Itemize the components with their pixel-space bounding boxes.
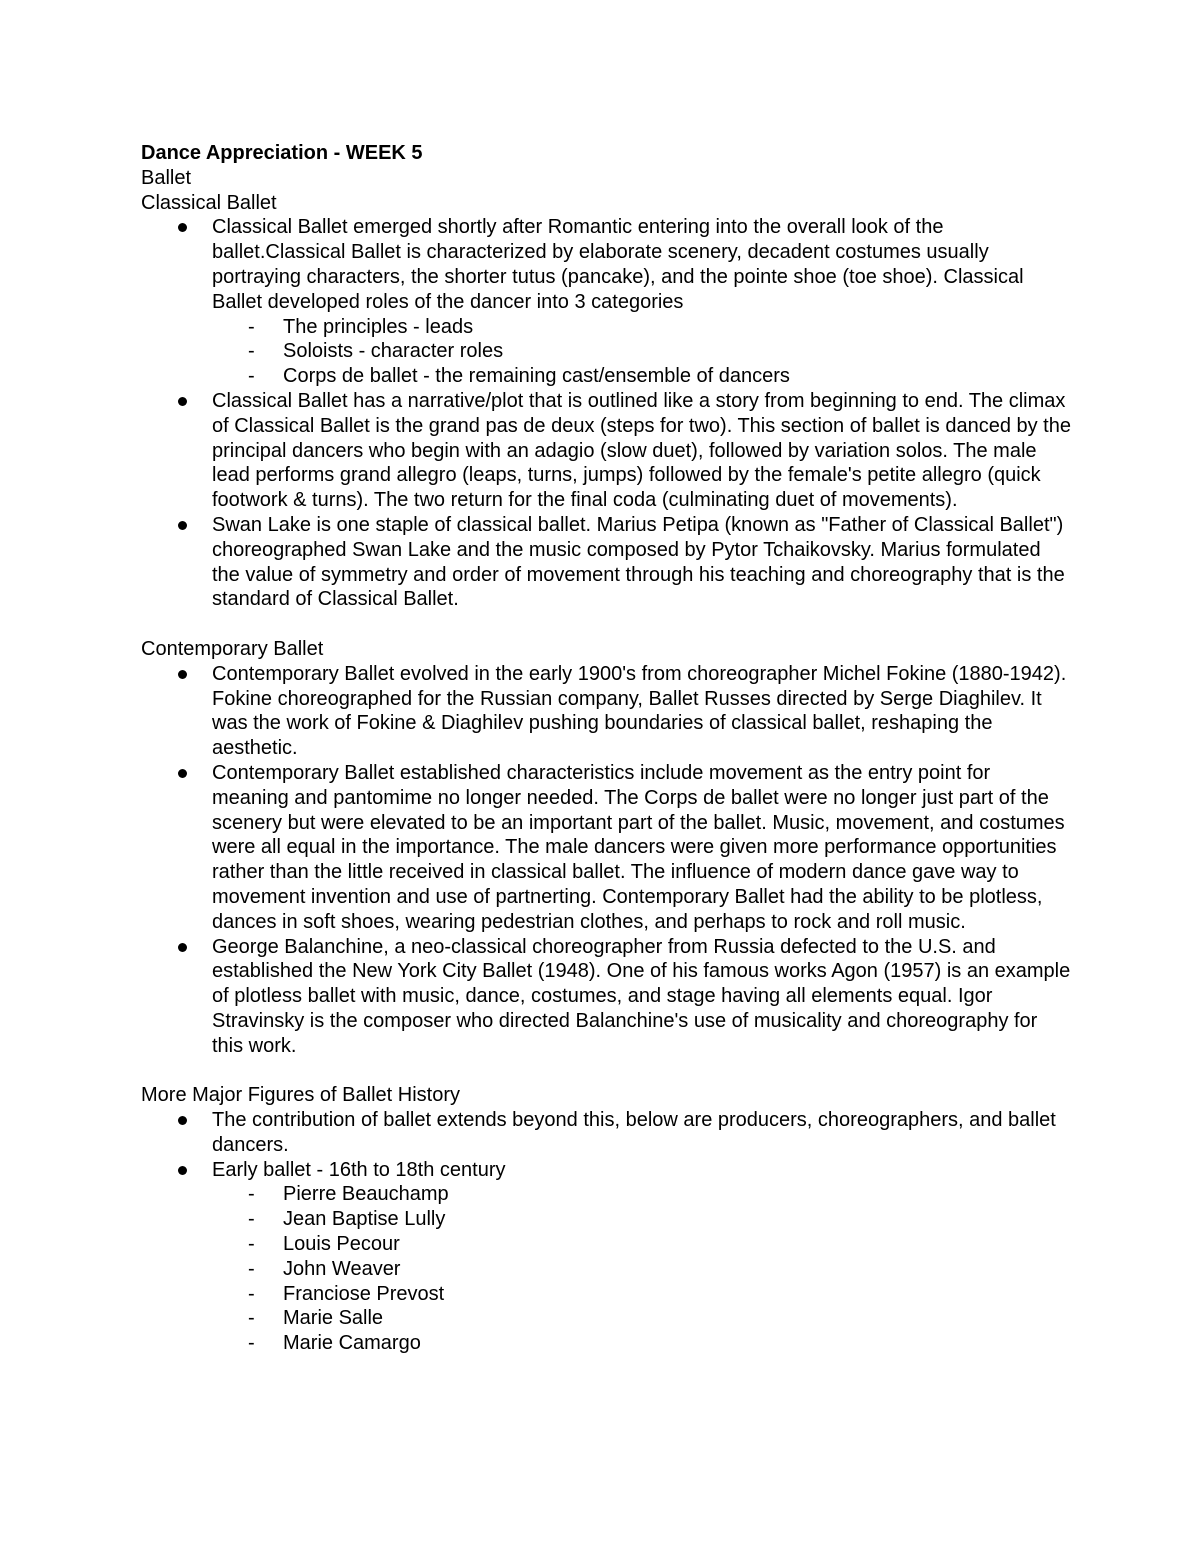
dash-text: Corps de ballet - the remaining cast/ensemble of dancers [283,365,790,388]
bullet-icon [178,1166,187,1175]
bullet-item [141,215,1071,389]
section-heading: Contemporary Ballet [141,637,324,660]
bullet-icon [178,1116,187,1125]
bullet-list [141,1108,1071,1356]
document-title: Dance Appreciation - WEEK 5 [141,142,423,164]
dash-text: Pierre Beauchamp [283,1183,449,1206]
bullet-text: Contemporary Ballet evolved in the early 1900's from choreographer Michel Fokine (1880-1942). Fokine choreographed for the Russian company, Ballet Russes directed by Serge Diaghilev. It was the work of Fokine & Diaghilev pushing boundaries of classical ballet, reshaping the aesthetic. [212,662,1067,760]
bullet-icon [178,223,187,232]
dash-icon: - [248,1183,255,1206]
bullet-icon [178,943,187,952]
bullet-text: The contribution of ballet extends beyond this, below are producers, choreographers, and ballet dancers. [212,1109,1056,1156]
bullet-item [141,1158,1071,1356]
dash-item [212,1207,1071,1232]
dash-item [212,315,1071,340]
dash-list [212,315,1071,389]
bullet-item [141,662,1071,761]
dash-item [212,339,1071,364]
dash-text: Marie Camargo [283,1332,421,1355]
dash-text: Franciose Prevost [283,1282,445,1305]
bullet-icon [178,521,187,530]
bullet-icon [178,397,187,406]
dash-item [212,364,1071,389]
dash-text: Jean Baptise Lully [283,1208,446,1231]
bullet-item [141,761,1071,935]
dash-item [212,1306,1071,1331]
bullet-text: Early ballet - 16th to 18th century [212,1158,506,1181]
dash-item [212,1182,1071,1207]
dash-text: Soloists - character roles [283,340,504,363]
dash-icon: - [248,340,255,363]
dash-text: Marie Salle [283,1307,384,1330]
dash-icon: - [248,1233,255,1256]
section-heading: Classical Ballet [141,191,277,214]
bullet-text: Swan Lake is one staple of classical ballet. Marius Petipa (known as "Father of Classical Ballet") choreographed Swan Lake and the music composed by Pytor Tchaikovsky. Marius formulated the value of symmetry and order of movement through his teaching and choreography that is the standard of Classical Ballet. [212,513,1065,611]
dash-text: Louis Pecour [283,1233,400,1256]
dash-icon: - [248,365,255,388]
document-heading: Ballet [141,166,192,189]
bullet-icon [178,769,187,778]
bullet-icon [178,670,187,679]
section-spacer [141,612,1071,637]
bullet-item [141,1108,1071,1158]
dash-icon: - [248,1257,255,1280]
bullet-text: George Balanchine, a neo-classical choreographer from Russia defected to the U.S. and established the New York City Ballet (1948). One of his famous works Agon (1957) is an example of plotless ballet with music, dance, costumes, and stage having all elements equal. Igor Stravinsky is the composer who directed Balanchine's use of musicality and choreography for this work. [212,935,1071,1057]
section-classical-ballet [141,191,1071,613]
dash-icon: - [248,1332,255,1355]
dash-icon: - [248,1282,255,1305]
dash-item [212,1282,1071,1307]
dash-item [212,1257,1071,1282]
dash-list [212,1182,1071,1356]
section-contemporary-ballet [141,637,1071,1059]
bullet-list [141,215,1071,612]
bullet-item [141,935,1071,1059]
dash-item [212,1331,1071,1356]
section-spacer [141,1058,1071,1083]
document-body [141,141,1071,1356]
dash-text: John Weaver [283,1257,401,1280]
bullet-item [141,389,1071,513]
dash-text: The principles - leads [283,315,474,338]
section-heading: More Major Figures of Ballet History [141,1084,460,1107]
bullet-list [141,662,1071,1059]
dash-icon: - [248,1307,255,1330]
bullet-text: Classical Ballet emerged shortly after Romantic entering into the overall look of the ballet.Classical Ballet is characterized by elaborate scenery, decadent costumes usually portraying characters, the shorter tutus (pancake), and the pointe shoe (toe shoe). Classical Ballet developed roles of the dancer into 3 categories [212,216,1024,313]
section-major-figures [141,1083,1071,1356]
dash-icon: - [248,1208,255,1231]
dash-item [212,1232,1071,1257]
bullet-text: Classical Ballet has a narrative/plot that is outlined like a story from beginning to end. The climax of Classical Ballet is the grand pas de deux (steps for two). This section of ballet is danced by the principal dancers who begin with an adagio (slow duet), followed by variation solos. The male lead performs grand allegro (leaps, turns, jumps) followed by the female's petite allegro (quick footwork & turns). The two return for the final coda (culminating duet of movements). [212,389,1071,512]
dash-icon: - [248,315,255,338]
bullet-item [141,513,1071,612]
bullet-text: Contemporary Ballet established characteristics include movement as the entry point for meaning and pantomime no longer needed. The Corps de ballet were no longer just part of the scenery but were elevated to be an important part of the ballet. Music, movement, and costumes were all equal in the importance. The male dancers were given more performance opportunities rather than the little received in classical ballet. The influence of modern dance gave way to movement invention and use of partnerting. Contemporary Ballet had the ability to be plotless, dances in soft shoes, wearing pedestrian clothes, and perhaps to rock and roll music. [212,761,1065,933]
